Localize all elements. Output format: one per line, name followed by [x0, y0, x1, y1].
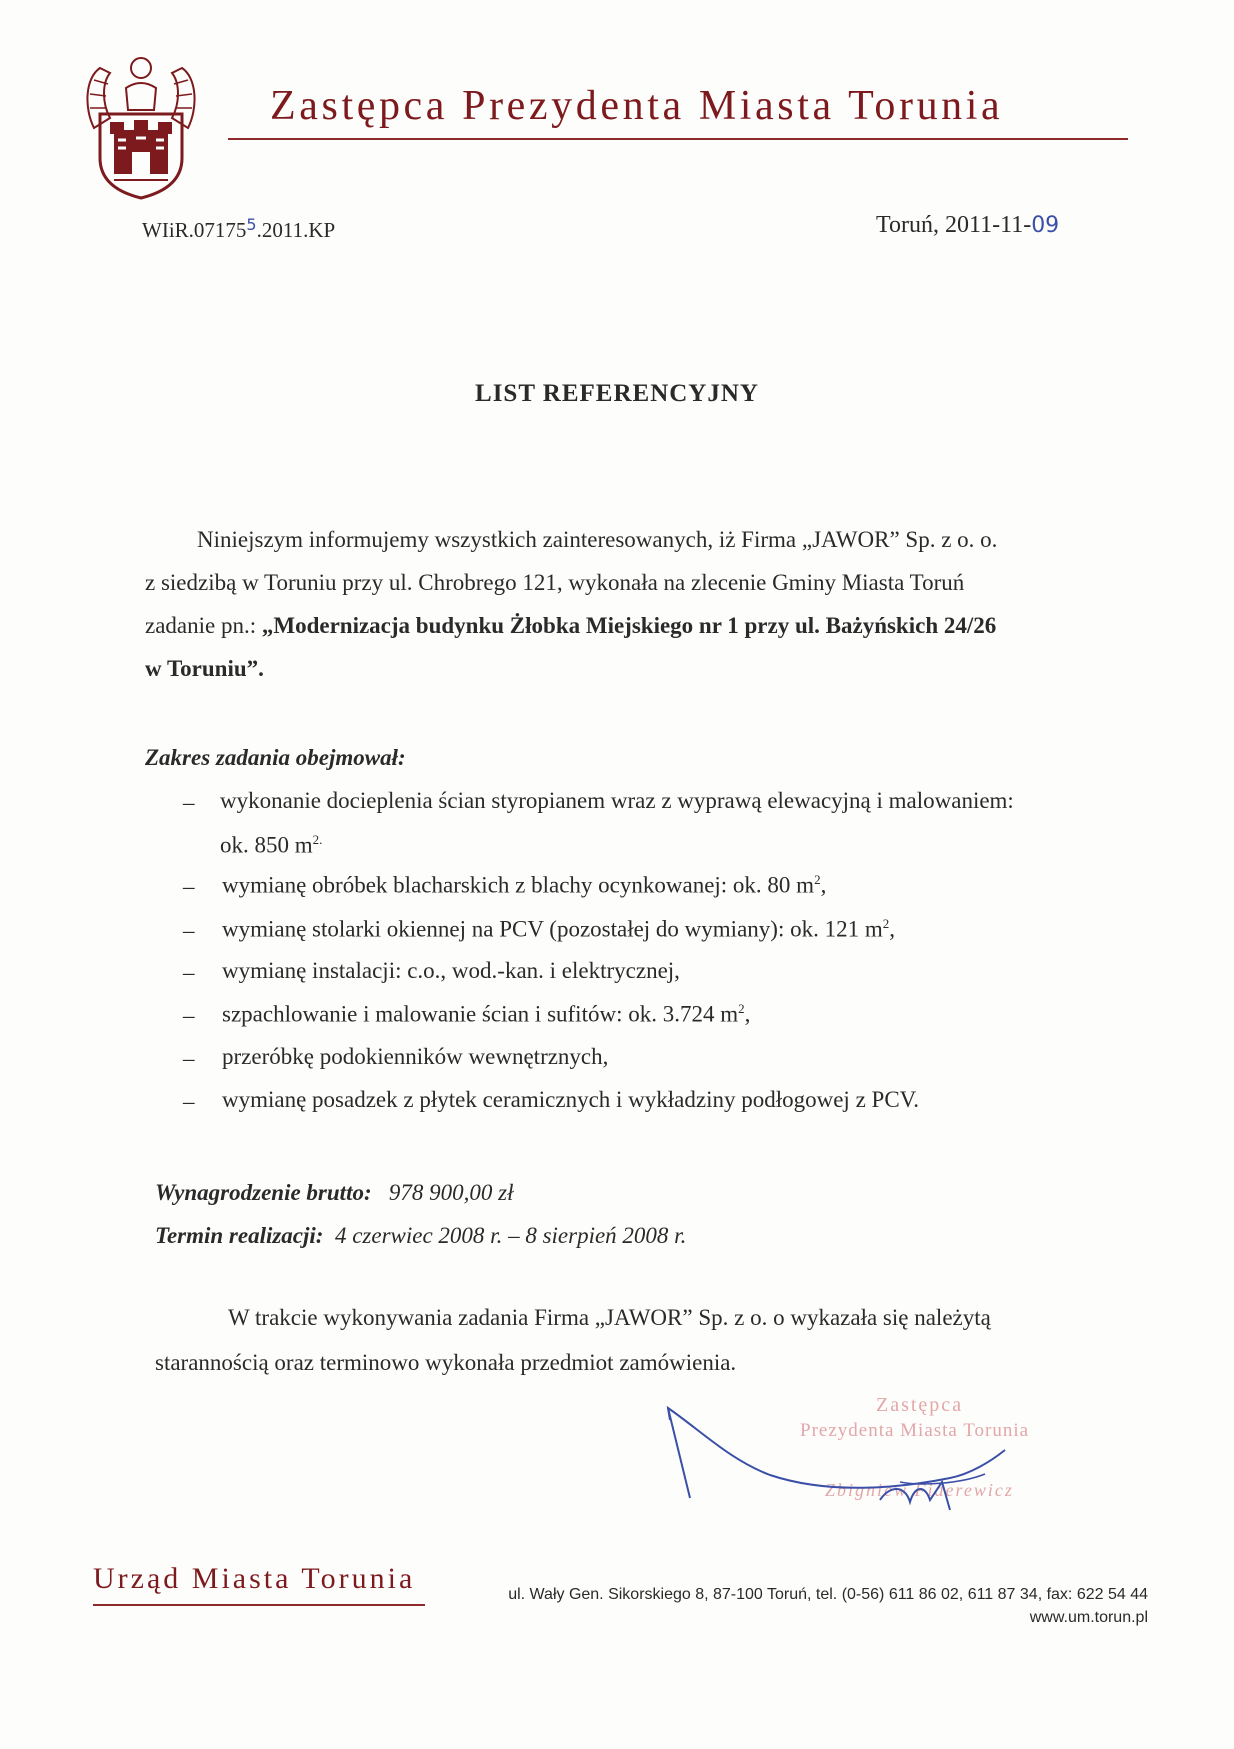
scope-item-5-sup: 2	[738, 1001, 745, 1016]
date-printed: Toruń, 2011-11-	[876, 212, 1032, 238]
date-handwritten-day: 09	[1031, 213, 1060, 238]
scope-item-6: przeróbkę podokienników wewnętrznych,	[222, 1044, 609, 1069]
footer-title: Urząd Miasta Torunia	[93, 1562, 416, 1595]
stamp-line-1: Zastępca	[876, 1394, 964, 1416]
payment-value: 978 900,00 zł	[388, 1180, 514, 1205]
scope-item-1-area: ok. 850 m	[220, 832, 313, 858]
scope-dash: –	[183, 790, 195, 815]
scope-item-4: wymianę instalacji: c.o., wod.-kan. i elektrycznej,	[222, 958, 680, 983]
footer-rule	[93, 1604, 425, 1606]
torun-coat-of-arms-logo	[80, 48, 202, 200]
scope-dash: –	[183, 1003, 195, 1028]
scope-dash: –	[183, 1089, 195, 1114]
closing-line-2: starannością oraz terminowo wykonała przedmiot zamówienia.	[155, 1350, 737, 1375]
scope-item-3-text: wymianę stolarki okiennej na PCV (pozostałej do wymiany): ok. 121 m	[222, 916, 883, 942]
scope-item-7: wymianę posadzek z płytek ceramicznych i wykładziny podłogowej z PCV.	[222, 1087, 920, 1112]
scope-item-2	[222, 872, 826, 899]
header-title: Zastępca Prezydenta Miasta Torunia	[270, 83, 1004, 129]
scope-item-5-tail: ,	[744, 1001, 751, 1027]
payment-row	[155, 1180, 513, 1206]
intro-task-name: „Modernizacja budynku Żłobka Miejskiego nr 1 przy ul. Bażyńskich 24/26	[261, 613, 997, 638]
reference-prefix: WIiR.07175	[142, 218, 247, 242]
scope-item-3	[222, 916, 895, 943]
scope-item-2-text: wymianę obróbek blacharskich z blachy ocynkowanej: ok. 80 m	[222, 872, 815, 898]
scope-item-1-sup: 2.	[312, 832, 323, 847]
reference-number	[142, 215, 336, 243]
payment-label: Wynagrodzenie brutto:	[155, 1180, 372, 1205]
intro-line-1: Niniejszym informujemy wszystkich zainteresowanych, iż Firma „JAWOR” Sp. z o. o.	[197, 527, 998, 552]
scope-item-1: wykonanie docieplenia ścian styropianem wraz z wyprawą elewacyjną i malowaniem:	[220, 788, 1014, 813]
scope-dash: –	[183, 960, 195, 985]
reference-suffix: .2011.KP	[256, 218, 336, 242]
handwritten-signature	[660, 1390, 1100, 1530]
scope-item-5	[222, 1001, 750, 1028]
header-rule	[228, 138, 1128, 140]
scope-dash: –	[183, 918, 195, 943]
scope-dash: –	[183, 874, 195, 899]
stamp-line-2: Prezydenta Miasta Torunia	[800, 1420, 1030, 1441]
stamp-line-3: Zbigniew Fiderewicz	[825, 1480, 1014, 1500]
scope-item-3-tail: ,	[889, 916, 895, 942]
scope-dash: –	[183, 1046, 195, 1071]
scope-heading: Zakres zadania obejmował:	[145, 745, 406, 770]
intro-line-2: z siedzibą w Toruniu przy ul. Chrobrego 121, wykonała na zlecenie Gminy Miasta Toruń	[145, 570, 965, 595]
scope-item-2-sup: 2	[814, 872, 821, 887]
term-row	[155, 1223, 686, 1249]
term-value: 4 czerwiec 2008 r. – 8 sierpień 2008 r.	[334, 1223, 687, 1248]
intro-line-4: w Toruniu”.	[145, 656, 264, 681]
document-title: LIST REFERENCYJNY	[475, 380, 759, 407]
scope-item-5-text: szpachlowanie i malowanie ścian i sufitów: ok. 3.724 m	[222, 1001, 739, 1027]
intro-task-prefix: zadanie pn.:	[145, 613, 262, 638]
scope-item-3-sup: 2	[882, 916, 890, 931]
closing-line-1: W trakcie wykonywania zadania Firma „JAWOR” Sp. z o. o wykazała się należytą	[228, 1305, 991, 1330]
footer-website: www.um.torun.pl	[1029, 1609, 1148, 1626]
intro-line-3	[145, 613, 996, 639]
scope-item-2-tail: ,	[820, 872, 827, 898]
reference-handwritten-digit: 5	[246, 215, 257, 234]
scope-item-1-continued	[220, 832, 322, 859]
footer-address: ul. Wały Gen. Sikorskiego 8, 87-100 Toruń, tel. (0-56) 611 86 02, 611 87 34, fax: 622 54 44	[508, 1586, 1148, 1603]
footer-contact	[508, 1583, 1148, 1629]
term-label: Termin realizacji:	[155, 1223, 324, 1248]
letter-date	[876, 212, 1059, 239]
